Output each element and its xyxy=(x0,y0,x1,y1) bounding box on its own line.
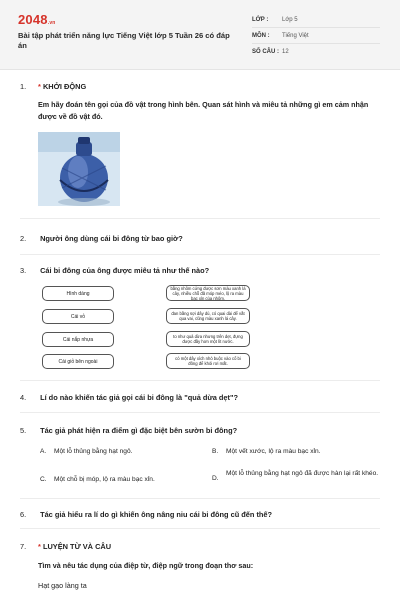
meta-table xyxy=(252,12,380,60)
question-number: 3. xyxy=(20,266,27,275)
star-icon: * xyxy=(38,82,41,91)
meta-label: SỐ CÂU : xyxy=(252,49,279,55)
meta-label: LỚP : xyxy=(252,16,269,23)
question-3-title xyxy=(20,266,209,275)
match-left-item[interactable]: Hình dáng xyxy=(42,286,114,301)
question-heading: Tác giả phát hiện ra điểm gì đặc biệt bên sườn bi đông? xyxy=(40,426,238,435)
page-title: Bài tập phát triển năng lực Tiếng Việt lớp 5 Tuần 26 có đáp án xyxy=(18,31,230,50)
option-text: Một lỗ thủng bằng hạt ngô đã được hàn lại rất khéo. xyxy=(226,470,379,477)
star-icon: * xyxy=(38,542,41,551)
meta-value: 12 xyxy=(282,49,289,55)
meta-row-count xyxy=(252,44,380,60)
question-2-title xyxy=(20,234,183,243)
question-6-title xyxy=(20,510,272,519)
question-7-text: Tìm và nêu tác dụng của điệp từ, điệp ngữ trong đoạn thơ sau: xyxy=(38,561,254,570)
option-letter: C. xyxy=(40,476,47,483)
divider xyxy=(20,412,380,413)
header xyxy=(0,0,400,70)
option-text: Một vết xước, lộ ra màu bạc xỉn. xyxy=(226,448,321,455)
divider xyxy=(20,498,380,499)
option-a[interactable] xyxy=(40,447,190,456)
option-text: Một lỗ thủng bằng hạt ngô. xyxy=(54,448,133,455)
match-right-item[interactable]: to như quả dừa nhưng trên dẹt, đựng được đầy hơn một lít nước. xyxy=(166,331,250,347)
match-right-item[interactable]: đan bằng sợi dây dù, có quai dài để vắt qua vai, cũng màu xanh lá cây. xyxy=(166,308,250,324)
divider xyxy=(20,218,380,219)
option-text: Một chỗ bị móp, lộ ra màu bạc xỉn. xyxy=(54,476,155,483)
logo-main: 2048 xyxy=(18,12,48,27)
meta-value: Tiếng Việt xyxy=(282,32,309,39)
option-b[interactable] xyxy=(212,447,382,456)
meta-row-class xyxy=(252,12,380,28)
divider xyxy=(20,528,380,529)
option-letter: B. xyxy=(212,448,219,455)
match-left-item[interactable]: Cái vỏ xyxy=(42,309,114,324)
option-letter: D. xyxy=(212,475,219,482)
question-heading: LUYỆN TỪ VÀ CÂU xyxy=(42,542,112,551)
water-bottle-image xyxy=(38,132,120,206)
question-number: 2. xyxy=(20,234,27,243)
question-number: 5. xyxy=(20,426,27,435)
question-number: 6. xyxy=(20,510,27,519)
meta-label: MÔN : xyxy=(252,32,270,39)
site-logo[interactable] xyxy=(18,12,56,27)
divider xyxy=(20,254,380,255)
divider xyxy=(20,380,380,381)
match-right-item[interactable]: bằng nhôm cứng được sơn màu xanh lá cây, nhiều chỗ đã móp méo, lộ ra màu bạc xỉn của nhôm. xyxy=(166,285,250,301)
option-c[interactable] xyxy=(40,475,190,484)
question-heading: KHỞI ĐỘNG xyxy=(42,82,87,91)
logo-suffix: .vn xyxy=(47,20,56,26)
question-number: 7. xyxy=(20,542,27,551)
poem-line: Hạt gạo làng ta xyxy=(38,581,87,590)
question-7-title xyxy=(20,542,111,551)
question-number: 1. xyxy=(20,82,27,91)
question-heading: Lí do nào khiến tác giả gọi cái bi đông là "quả dừa dẹt"? xyxy=(40,393,239,402)
question-heading: Tác giả hiểu ra lí do gì khiến ông nâng niu cái bi đông cũ đến thế? xyxy=(40,510,273,519)
match-right-item[interactable]: có một dây xích nhỏ buộc vào cổ bi đông để khỏi rơi mất. xyxy=(166,353,250,369)
meta-value: Lớp 5 xyxy=(282,16,298,23)
question-1-text: Em hãy đoán tên gọi của đồ vật trong hình bên. Quan sát hình và miêu tả những gì em cảm nhận được về đồ vật đó. xyxy=(38,100,369,121)
option-d[interactable] xyxy=(212,469,382,483)
question-heading: Cái bi đông của ông được miêu tả như thế nào? xyxy=(40,266,210,275)
question-heading: Người ông dùng cái bi đông từ bao giờ? xyxy=(40,234,183,243)
question-number: 4. xyxy=(20,393,27,402)
option-letter: A. xyxy=(40,448,47,455)
question-1-title xyxy=(20,82,86,91)
question-4-title xyxy=(20,393,238,402)
match-left-item[interactable]: Cái giỏ bên ngoài xyxy=(42,354,114,369)
match-left-item[interactable]: Cái nắp nhựa xyxy=(42,332,114,347)
meta-row-subject xyxy=(252,28,380,44)
question-5-title xyxy=(20,426,237,435)
